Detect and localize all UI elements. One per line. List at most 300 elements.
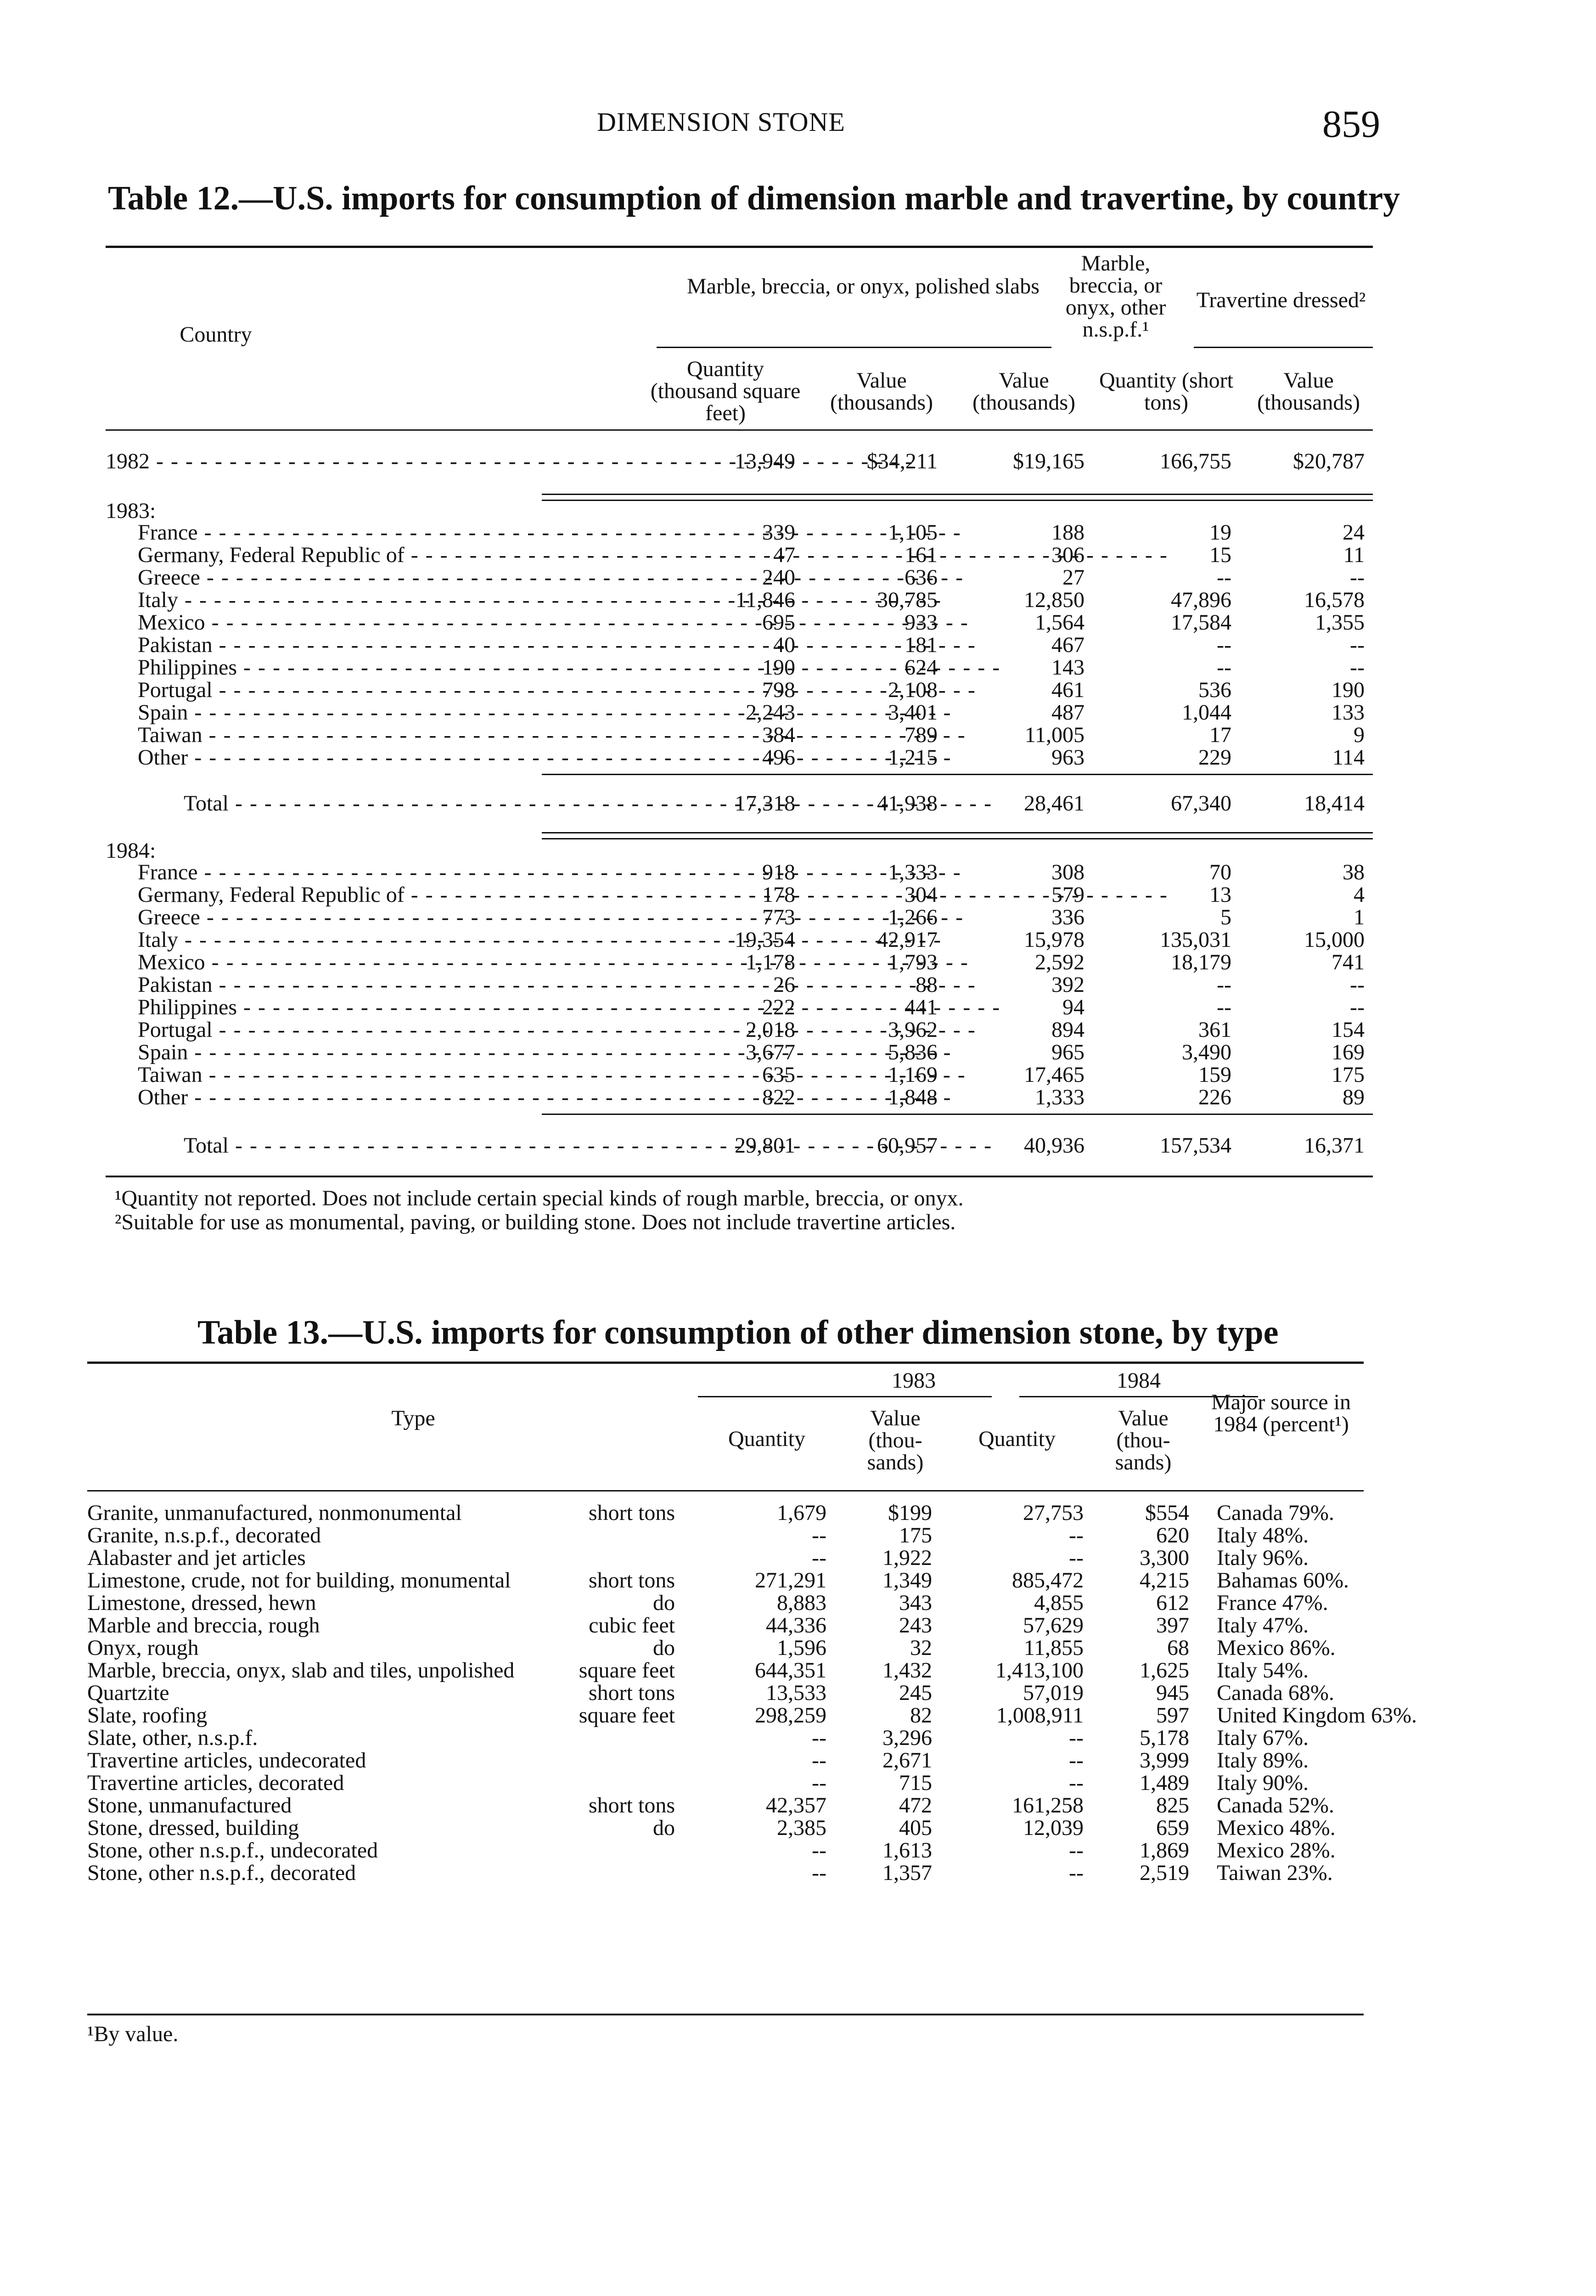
table-cell: 963	[1051, 745, 1085, 770]
major-source: Italy 90%.	[1217, 1771, 1309, 1795]
value-1984: 597	[1156, 1703, 1189, 1728]
row-label-text: Germany, Federal Republic of - - -	[138, 543, 1168, 567]
row-label	[106, 951, 638, 974]
major-source: Italy 96%.	[1217, 1546, 1309, 1570]
rule-1982-b	[542, 500, 1373, 501]
row-unit: do	[653, 1816, 675, 1840]
table12-bottom-rule	[106, 1176, 1373, 1177]
value-1984: 825	[1156, 1793, 1189, 1818]
header-qty-tons: Quantity (short tons)	[1099, 368, 1233, 415]
table-cell: 487	[1051, 700, 1085, 725]
label-1984: 1984:	[106, 838, 156, 863]
row-label	[106, 746, 638, 769]
row-label	[106, 974, 638, 996]
value-1983: 32	[910, 1636, 932, 1660]
major-source: Mexico 86%.	[1217, 1636, 1336, 1660]
row-label-text: Portugal - - -	[138, 1018, 976, 1042]
value-1983: $199	[888, 1501, 932, 1525]
table-cell: --	[1350, 565, 1365, 590]
table-cell: 175	[1332, 1063, 1365, 1087]
qty-1984: 11,855	[1023, 1636, 1084, 1660]
row-label-text: Taiwan - - -	[138, 723, 966, 747]
row-label-text: Total - - -	[184, 791, 992, 816]
table-cell: 89	[1343, 1085, 1365, 1109]
table13-bottom-rule	[87, 2014, 1364, 2015]
table-cell: 159	[1198, 1063, 1231, 1087]
table-cell: --	[1217, 565, 1231, 590]
row-label	[106, 792, 638, 815]
table-cell: 3,677	[746, 1040, 795, 1064]
table-row	[87, 1502, 1364, 1524]
table-cell: 229	[1198, 745, 1231, 770]
table-cell: --	[1217, 973, 1231, 997]
qty-1984: --	[1069, 1861, 1084, 1885]
table-row	[87, 1817, 1364, 1839]
table-cell: 461	[1051, 678, 1085, 702]
table-cell: 15	[1209, 543, 1231, 567]
row-unit: square feet	[579, 1703, 675, 1728]
table-cell: 636	[905, 565, 938, 590]
table-cell: 178	[762, 883, 795, 907]
row-label	[106, 1134, 638, 1157]
row-label-text: Other - - -	[138, 1085, 951, 1109]
row-type-text: Limestone, crude, not for building, monumental	[87, 1568, 511, 1593]
qty-1983: 42,357	[766, 1793, 826, 1818]
major-source: Italy 48%.	[1217, 1523, 1309, 1548]
table12-header	[106, 250, 1373, 429]
table-cell: 9	[1354, 723, 1365, 747]
value-1984: 1,625	[1140, 1658, 1189, 1683]
table-cell: 392	[1051, 973, 1085, 997]
table-cell: 2,018	[746, 1018, 795, 1042]
table-cell: 40	[773, 633, 795, 657]
header-country: Country	[180, 322, 252, 347]
row-label-text: Spain - - -	[138, 700, 952, 725]
value-1983: 243	[899, 1613, 932, 1638]
table-row	[87, 1772, 1364, 1794]
table12-footnote-2: ²Suitable for use as monumental, paving, or building stone. Does not include travertine articles.	[115, 1210, 956, 1234]
row-type	[87, 1659, 689, 1682]
major-source: Italy 47%.	[1217, 1613, 1309, 1638]
table-cell: 2,108	[888, 678, 938, 702]
header-value-1983: Value (thou- sands)	[867, 1406, 924, 1474]
table-cell: 70	[1209, 860, 1231, 884]
qty-1983: 298,259	[755, 1703, 826, 1728]
row-label	[106, 589, 638, 611]
table-cell: 190	[762, 655, 795, 680]
row-label	[106, 884, 638, 906]
table-cell: $34,211	[866, 449, 938, 473]
table-cell: 798	[762, 678, 795, 702]
row-type	[87, 1839, 689, 1862]
qty-1984: 12,039	[1023, 1816, 1084, 1840]
row-label-text: Philippines - - -	[138, 655, 1000, 680]
row-type-text: Travertine articles, decorated	[87, 1771, 344, 1795]
table-cell: $20,787	[1293, 449, 1365, 473]
qty-1983: --	[812, 1546, 826, 1570]
row-label-text: France - - -	[138, 520, 961, 545]
row-type-text: Stone, other n.s.p.f., undecorated	[87, 1838, 378, 1863]
row-label-text: Italy - - -	[138, 928, 942, 952]
table12-1983	[106, 521, 1373, 769]
row-label-text: Pakistan - - -	[138, 973, 976, 997]
table-cell: 1,333	[888, 860, 938, 884]
label-1983: 1983:	[106, 499, 156, 523]
table-row	[106, 884, 1373, 906]
qty-1984: 1,008,911	[996, 1703, 1084, 1728]
table-row	[106, 656, 1373, 679]
table13-footnote: ¹By value.	[87, 2022, 179, 2046]
table-row	[87, 1727, 1364, 1749]
row-label-text: Other - - -	[138, 745, 951, 770]
row-label	[106, 929, 638, 951]
table-row	[106, 906, 1373, 929]
row-type	[87, 1749, 689, 1772]
table-cell: 15,978	[1024, 928, 1085, 952]
major-source: Mexico 48%.	[1217, 1816, 1336, 1840]
row-label	[106, 996, 638, 1019]
table-cell: 114	[1332, 745, 1365, 770]
table-cell: 1,044	[1182, 700, 1231, 725]
table12-top-rule	[106, 246, 1373, 248]
value-1983: 3,296	[882, 1726, 932, 1750]
table-row	[106, 634, 1373, 656]
qty-1983: 1,679	[777, 1501, 826, 1525]
table-cell: --	[1350, 973, 1365, 997]
table-cell: 47,896	[1171, 588, 1231, 612]
table-cell: 441	[905, 995, 938, 1019]
table-cell: 1,793	[888, 950, 938, 974]
rule-travertine	[1194, 347, 1373, 348]
table-cell: 579	[1051, 883, 1085, 907]
table13-top-rule	[87, 1362, 1364, 1364]
table-cell: 42,917	[877, 928, 938, 952]
table-cell: $19,165	[1013, 449, 1085, 473]
table-cell: 304	[905, 883, 938, 907]
table-cell: 47	[773, 543, 795, 567]
qty-1984: 57,019	[1023, 1681, 1084, 1705]
major-source: France 47%.	[1217, 1591, 1328, 1615]
table-cell: 2,592	[1035, 950, 1085, 974]
row-unit: square feet	[579, 1658, 675, 1683]
value-1984: 2,519	[1140, 1861, 1189, 1885]
table12-total-1983	[106, 792, 1373, 815]
table-cell: --	[1217, 633, 1231, 657]
table12-total-1984	[106, 1134, 1373, 1157]
running-head-title: DIMENSION STONE	[597, 107, 845, 137]
value-1984: 945	[1156, 1681, 1189, 1705]
major-source: United Kingdom 63%.	[1217, 1703, 1417, 1728]
table-cell: 11,005	[1024, 723, 1085, 747]
row-label	[106, 1019, 638, 1041]
table-cell: 181	[905, 633, 938, 657]
qty-1983: 2,385	[777, 1816, 826, 1840]
table-cell: 27	[1062, 565, 1085, 590]
table-cell: 933	[905, 610, 938, 635]
table-cell: 41,938	[877, 791, 938, 816]
header-group-marble-slabs: Marble, breccia, or onyx, polished slabs	[687, 274, 1040, 298]
qty-1984: 885,472	[1012, 1568, 1084, 1593]
table-cell: 339	[762, 520, 795, 545]
table-cell: 1,266	[888, 905, 938, 929]
table-cell: 1,105	[888, 520, 938, 545]
value-1984: 3,999	[1140, 1748, 1189, 1773]
row-label	[106, 1086, 638, 1109]
table-row	[106, 679, 1373, 701]
qty-1984: 57,629	[1023, 1613, 1084, 1638]
table-cell: 67,340	[1171, 791, 1231, 816]
row-type-text: Onyx, rough	[87, 1636, 199, 1660]
table-row	[106, 611, 1373, 634]
table-cell: 26	[773, 973, 795, 997]
row-label-text: Greece - - -	[138, 565, 964, 590]
row-label	[106, 634, 638, 656]
row-label-text: Italy - - -	[138, 588, 942, 612]
table-row	[87, 1592, 1364, 1614]
table-cell: 12,850	[1024, 588, 1085, 612]
header-group-travertine: Travertine dressed²	[1196, 288, 1366, 312]
value-1983: 343	[899, 1591, 932, 1615]
table-cell: 635	[762, 1063, 795, 1087]
table-cell: 918	[762, 860, 795, 884]
table13-header-rule	[87, 1490, 1364, 1491]
table-cell: 135,031	[1160, 928, 1231, 952]
qty-1983: 13,533	[766, 1681, 826, 1705]
table-cell: 773	[762, 905, 795, 929]
table-cell: 17,584	[1171, 610, 1231, 635]
header-value-2: Value (thousands)	[972, 368, 1075, 415]
header-value-3: Value (thousands)	[1257, 368, 1360, 415]
table-row	[87, 1794, 1364, 1817]
table-cell: 624	[905, 655, 938, 680]
table-cell: 3,401	[888, 700, 938, 725]
table-row	[106, 589, 1373, 611]
major-source: Taiwan 23%.	[1217, 1861, 1333, 1885]
page-number: 859	[1322, 103, 1380, 146]
major-source: Mexico 28%.	[1217, 1838, 1336, 1863]
row-label-text: Mexico - - -	[138, 950, 969, 974]
header-quantity-1984: Quantity	[978, 1427, 1056, 1451]
table-row	[87, 1682, 1364, 1704]
row-unit: do	[653, 1591, 675, 1615]
table-cell: 384	[762, 723, 795, 747]
qty-1983: --	[812, 1771, 826, 1795]
row-label	[106, 724, 638, 746]
header-type: Type	[391, 1406, 435, 1430]
header-major-source: Major source in 1984 (percent¹)	[1211, 1390, 1351, 1436]
table-cell: 19	[1209, 520, 1231, 545]
value-1984: 68	[1167, 1636, 1189, 1660]
rule-1983-end-b	[542, 838, 1373, 839]
qty-1983: 271,291	[755, 1568, 826, 1593]
qty-1984: 27,753	[1023, 1501, 1084, 1525]
row-unit: short tons	[588, 1501, 675, 1525]
table-cell: 1	[1354, 905, 1365, 929]
row-type	[87, 1704, 689, 1727]
table-row	[87, 1637, 1364, 1659]
value-1984: 612	[1156, 1591, 1189, 1615]
table-cell: 3,962	[888, 1018, 938, 1042]
table-cell: 1,333	[1035, 1085, 1085, 1109]
row-type-text: Marble and breccia, rough	[87, 1613, 320, 1638]
table-row	[106, 1086, 1373, 1109]
table13-body	[87, 1501, 1417, 1885]
rule-1983-span	[698, 1396, 992, 1397]
table-cell: 17,318	[735, 791, 795, 816]
table13-title: Table 13.—U.S. imports for consumption of other dimension stone, by type	[197, 1314, 1279, 1351]
table-cell: --	[1350, 633, 1365, 657]
table-row	[106, 861, 1373, 884]
table-cell: 308	[1051, 860, 1085, 884]
value-1984: 1,489	[1140, 1771, 1189, 1795]
row-label	[106, 450, 638, 473]
row-type	[87, 1727, 689, 1749]
qty-1984: 1,413,100	[995, 1658, 1084, 1683]
table-cell: 18,414	[1304, 791, 1365, 816]
header-quantity-1983: Quantity	[728, 1427, 805, 1451]
qty-1984: --	[1069, 1748, 1084, 1773]
qty-1983: --	[812, 1523, 826, 1548]
row-type-text: Slate, other, n.s.p.f.	[87, 1726, 258, 1750]
table-cell: 30,785	[877, 588, 938, 612]
table-row	[87, 1749, 1364, 1772]
major-source: Canada 52%.	[1217, 1793, 1334, 1818]
table-cell: 496	[762, 745, 795, 770]
row-type-text: Marble, breccia, onyx, slab and tiles, unpolished	[87, 1658, 515, 1683]
table-cell: 5,836	[888, 1040, 938, 1064]
table12-body	[106, 450, 1373, 473]
table-cell: 240	[762, 565, 795, 590]
table-cell: 2,243	[746, 700, 795, 725]
row-type	[87, 1547, 689, 1569]
value-1983: 405	[899, 1816, 932, 1840]
table-cell: 88	[916, 973, 938, 997]
major-source: Italy 89%.	[1217, 1748, 1309, 1773]
row-label	[106, 701, 638, 724]
row-unit: short tons	[588, 1568, 675, 1593]
table-cell: 467	[1051, 633, 1085, 657]
table-row	[87, 1569, 1364, 1592]
table-row	[106, 724, 1373, 746]
row-label	[106, 611, 638, 634]
table-row	[87, 1839, 1364, 1862]
row-label	[106, 861, 638, 884]
row-type	[87, 1502, 689, 1524]
row-type	[87, 1772, 689, 1794]
table-cell: 536	[1198, 678, 1231, 702]
table-cell: 16,371	[1304, 1133, 1365, 1158]
table-cell: 222	[762, 995, 795, 1019]
rule-1984-total	[542, 1114, 1373, 1115]
major-source: Italy 67%.	[1217, 1726, 1309, 1750]
value-1983: 1,357	[882, 1861, 932, 1885]
qty-1984: --	[1069, 1726, 1084, 1750]
row-label-text: Portugal - - -	[138, 678, 976, 702]
qty-1984: --	[1069, 1771, 1084, 1795]
table-cell: 226	[1198, 1085, 1231, 1109]
table13-header	[87, 1366, 1364, 1495]
major-source: Canada 79%.	[1217, 1501, 1334, 1525]
table-row	[106, 974, 1373, 996]
value-1984: 4,215	[1140, 1568, 1189, 1593]
row-label-text: Philippines - - -	[138, 995, 1000, 1019]
row-label-text: France - - -	[138, 860, 961, 884]
table-row	[87, 1547, 1364, 1569]
table-cell: 166,755	[1160, 449, 1231, 473]
row-label-text: 1982 - - -	[106, 449, 913, 473]
row-type	[87, 1794, 689, 1817]
table-cell: 695	[762, 610, 795, 635]
table-cell: 18,179	[1171, 950, 1231, 974]
header-value-1: Value (thousands)	[830, 368, 933, 415]
table-cell: 789	[905, 723, 938, 747]
row-label	[106, 906, 638, 929]
row-type-text: Alabaster and jet articles	[87, 1546, 306, 1570]
value-1984: 3,300	[1140, 1546, 1189, 1570]
table-cell: 13	[1209, 883, 1231, 907]
row-label	[106, 1064, 638, 1086]
table-cell: 1,178	[746, 950, 795, 974]
header-group-marble-other: Marble, breccia, or onyx, other n.s.p.f.¹	[1065, 251, 1166, 342]
row-label	[106, 679, 638, 701]
qty-1984: 4,855	[1034, 1591, 1084, 1615]
table-cell: 17,465	[1024, 1063, 1085, 1087]
value-1983: 1,349	[882, 1568, 932, 1593]
table-row	[106, 521, 1373, 544]
header-qty-sqft: Quantity (thousand square feet)	[650, 357, 801, 425]
table-row	[87, 1614, 1364, 1637]
rule-1983-total	[542, 774, 1373, 775]
header-year-1983: 1983	[892, 1368, 936, 1393]
row-label-text: Greece - - -	[138, 905, 964, 929]
row-label	[106, 566, 638, 589]
rule-marble-slabs	[657, 347, 1051, 348]
table-cell: 17	[1209, 723, 1231, 747]
qty-1983: 1,596	[777, 1636, 826, 1660]
row-type-text: Granite, unmanufactured, nonmonumental	[87, 1501, 462, 1525]
table-cell: --	[1217, 995, 1231, 1019]
table-cell: 3,490	[1182, 1040, 1231, 1064]
table-cell: 11,846	[735, 588, 795, 612]
row-unit: do	[653, 1636, 675, 1660]
value-1984: 1,869	[1140, 1838, 1189, 1863]
table-cell: 161	[905, 543, 938, 567]
table-row	[106, 450, 1373, 473]
qty-1983: 644,351	[755, 1658, 826, 1683]
table-cell: 5	[1220, 905, 1231, 929]
table-row	[106, 929, 1373, 951]
running-head	[0, 103, 1596, 148]
value-1984: 659	[1156, 1816, 1189, 1840]
table-cell: --	[1350, 655, 1365, 680]
row-type	[87, 1682, 689, 1704]
row-type	[87, 1637, 689, 1659]
qty-1983: --	[812, 1838, 826, 1863]
table-cell: 29,801	[735, 1133, 795, 1158]
table-row	[106, 951, 1373, 974]
table-cell: 13,949	[735, 449, 795, 473]
table-row	[106, 1041, 1373, 1064]
table-cell: 169	[1332, 1040, 1365, 1064]
table12-footnote-1: ¹Quantity not reported. Does not include certain special kinds of rough marble, breccia, or onyx.	[115, 1186, 964, 1210]
table-row	[106, 996, 1373, 1019]
row-label-text: Spain - - -	[138, 1040, 952, 1064]
table-cell: 1,215	[888, 745, 938, 770]
rule-1982-a	[542, 494, 1373, 495]
header-value-1984: Value (thou- sands)	[1115, 1406, 1172, 1474]
qty-1984: --	[1069, 1838, 1084, 1863]
row-unit: cubic feet	[589, 1613, 675, 1638]
